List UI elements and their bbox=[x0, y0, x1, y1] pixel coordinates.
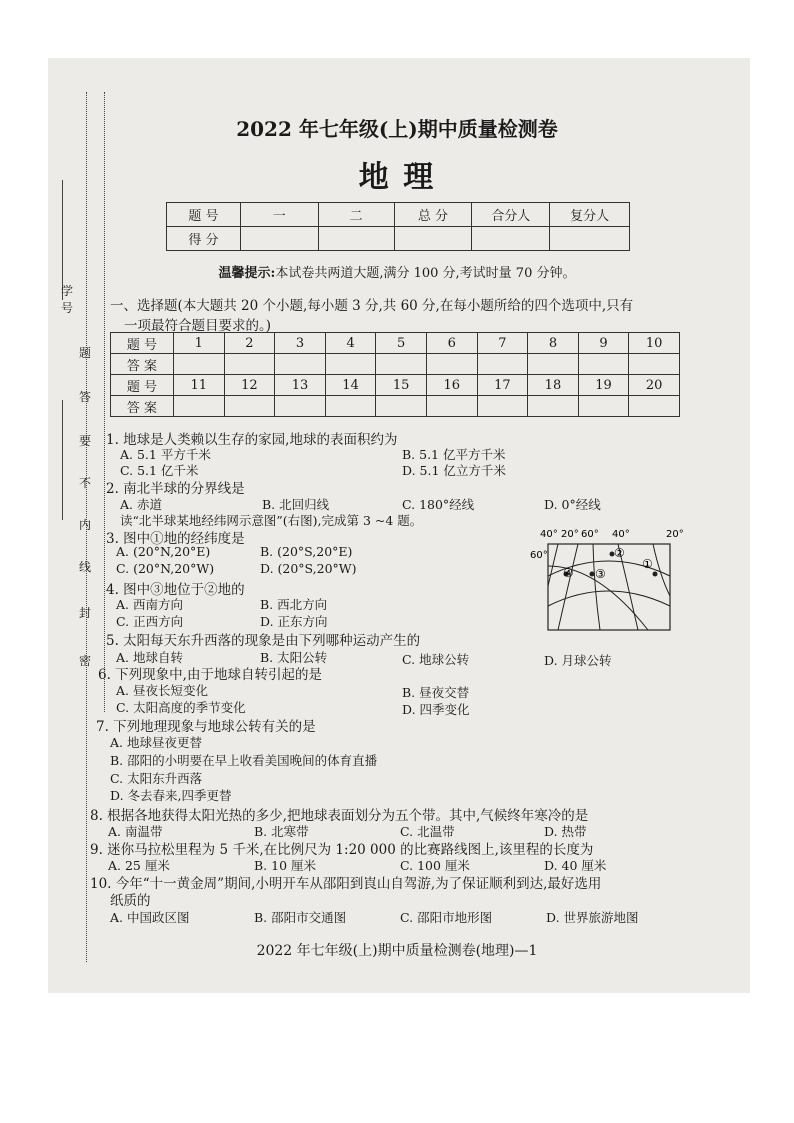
map-label: 60° bbox=[581, 529, 599, 540]
question-stem: 4. 图中③地位于②地的 bbox=[106, 582, 245, 598]
option: D. 月球公转 bbox=[544, 653, 612, 668]
map-point-label: ③ bbox=[595, 567, 606, 581]
question-number-cell: 18 bbox=[528, 375, 579, 396]
question-number-cell: 8 bbox=[528, 333, 579, 354]
exam-title: 2022 年七年级(上)期中质量检测卷 bbox=[236, 117, 558, 141]
answer-cell[interactable] bbox=[426, 396, 477, 417]
option: A. (20°N,20°E) bbox=[116, 544, 211, 559]
page-footer: 2022 年七年级(上)期中质量检测卷(地理)—1 bbox=[256, 943, 538, 959]
question-number-cell: 4 bbox=[325, 333, 376, 354]
answer-table bbox=[110, 332, 680, 417]
question-stem: 3. 图中①地的经纬度是 bbox=[106, 531, 245, 547]
score-header-cell: 合分人 bbox=[472, 203, 550, 227]
question-stem: 6. 下列现象中,由于地球自转引起的是 bbox=[98, 667, 322, 683]
question-number-cell: 19 bbox=[578, 375, 629, 396]
graticule-map bbox=[528, 526, 688, 636]
map-label: 40° bbox=[612, 529, 630, 540]
sidebar-char: 密 bbox=[78, 654, 91, 668]
option: C. 180°经线 bbox=[402, 497, 475, 512]
option: B. 北回归线 bbox=[262, 497, 330, 512]
option: A. 25 厘米 bbox=[108, 858, 170, 873]
answer-cell[interactable] bbox=[528, 396, 579, 417]
option: C. 太阳东升西落 bbox=[110, 771, 203, 786]
score-cell[interactable] bbox=[472, 227, 550, 251]
option: D. (20°S,20°W) bbox=[260, 561, 357, 576]
question-number-cell: 2 bbox=[224, 333, 275, 354]
option: B. 5.1 亿平方千米 bbox=[402, 447, 506, 462]
map-point-label: ④ bbox=[563, 566, 574, 580]
section1-line: 一、选择题(本大题共 20 个小题,每小题 3 分,共 60 分,在每小题所给的四个选项中,只有 bbox=[110, 298, 634, 314]
question-number-cell: 12 bbox=[224, 375, 275, 396]
answer-cell[interactable] bbox=[275, 354, 326, 375]
option: C. 地球公转 bbox=[402, 652, 470, 667]
point-dot bbox=[653, 572, 658, 577]
class-blank-line bbox=[62, 400, 63, 520]
answer-table-label: 答 案 bbox=[111, 396, 174, 417]
answer-cell[interactable] bbox=[528, 354, 579, 375]
sidebar-char: 答 bbox=[78, 390, 91, 404]
map-label: 20° bbox=[666, 529, 684, 540]
section1-line: 一项最符合题目要求的。) bbox=[124, 318, 272, 334]
score-cell[interactable] bbox=[318, 227, 394, 251]
sidebar-char: 要 bbox=[78, 434, 91, 448]
question-stem: 1. 地球是人类赖以生存的家园,地球的表面积约为 bbox=[106, 432, 398, 448]
score-header-cell: 一 bbox=[240, 203, 318, 227]
map-label: 20° bbox=[561, 529, 579, 540]
option: D. 0°经线 bbox=[544, 497, 601, 512]
sidebar-char: 题 bbox=[78, 346, 91, 360]
question-stem: 8. 根据各地获得太阳光热的多少,把地球表面划分为五个带。其中,气候终年寒冷的是 bbox=[90, 808, 589, 824]
score-header-cell: 复分人 bbox=[550, 203, 630, 227]
answer-cell[interactable] bbox=[325, 354, 376, 375]
option: D. 四季变化 bbox=[402, 702, 470, 717]
answer-cell[interactable] bbox=[629, 354, 680, 375]
score-row-label: 得 分 bbox=[167, 227, 241, 251]
option: C. 5.1 亿千米 bbox=[120, 463, 199, 478]
sidebar-char: 内 bbox=[78, 518, 91, 532]
question-stem: 10. 今年“十一黄金周”期间,小明开车从邵阳到崀山自驾游,为了保证顺利到达,最好选用 bbox=[90, 876, 602, 892]
question-number-cell: 16 bbox=[426, 375, 477, 396]
option: D. 正东方向 bbox=[260, 614, 328, 629]
option: C. 100 厘米 bbox=[400, 858, 470, 873]
question-number-cell: 15 bbox=[376, 375, 427, 396]
answer-cell[interactable] bbox=[578, 396, 629, 417]
answer-cell[interactable] bbox=[224, 396, 275, 417]
option: C. 北温带 bbox=[400, 824, 455, 839]
score-header-cell: 总 分 bbox=[394, 203, 472, 227]
option: D. 40 厘米 bbox=[544, 858, 607, 873]
answer-table-label: 题 号 bbox=[111, 375, 174, 396]
option: B. 邵阳的小明要在早上收看美国晚间的体育直播 bbox=[110, 753, 378, 768]
question-number-cell: 1 bbox=[174, 333, 225, 354]
question-stem-cont: 纸质的 bbox=[110, 893, 151, 909]
option: B. (20°S,20°E) bbox=[260, 544, 353, 559]
hint-label: 温馨提示: bbox=[218, 266, 276, 281]
answer-cell[interactable] bbox=[477, 354, 528, 375]
longitude-line bbox=[548, 544, 558, 586]
answer-cell[interactable] bbox=[629, 396, 680, 417]
answer-cell[interactable] bbox=[426, 354, 477, 375]
answer-cell[interactable] bbox=[325, 396, 376, 417]
longitude-line bbox=[593, 544, 600, 630]
option: A. 南温带 bbox=[108, 824, 163, 839]
answer-cell[interactable] bbox=[376, 354, 427, 375]
option: A. 地球昼夜更替 bbox=[110, 735, 202, 750]
question-number-cell: 9 bbox=[578, 333, 629, 354]
question-number-cell: 7 bbox=[477, 333, 528, 354]
option: A. 中国政区图 bbox=[110, 910, 190, 925]
question-stem: 5. 太阳每天东升西落的现象是由下列哪种运动产生的 bbox=[106, 633, 421, 649]
option: C. 太阳高度的季节变化 bbox=[116, 700, 246, 715]
option: A. 赤道 bbox=[120, 497, 162, 512]
longitude-line bbox=[558, 544, 578, 630]
map-label: 60° bbox=[530, 550, 548, 561]
answer-table-label: 题 号 bbox=[111, 333, 174, 354]
section1-instructions bbox=[110, 296, 633, 336]
question-stem: 2. 南北半球的分界线是 bbox=[106, 481, 245, 497]
map-label: 40° bbox=[540, 529, 558, 540]
question-number-cell: 10 bbox=[629, 333, 680, 354]
score-table bbox=[166, 202, 630, 251]
question-number-cell: 20 bbox=[629, 375, 680, 396]
option: C. 正西方向 bbox=[116, 614, 184, 629]
option: B. 西北方向 bbox=[260, 597, 328, 612]
exam-hint bbox=[0, 262, 794, 281]
option: B. 10 厘米 bbox=[254, 858, 317, 873]
question-number-cell: 17 bbox=[477, 375, 528, 396]
answer-cell[interactable] bbox=[376, 396, 427, 417]
question-number-cell: 3 bbox=[275, 333, 326, 354]
reading-instruction: 读“北半球某地经纬网示意图”(右图),完成第 3 ~4 题。 bbox=[120, 513, 423, 528]
answer-cell[interactable] bbox=[224, 354, 275, 375]
option: A. 5.1 平方千米 bbox=[120, 447, 211, 462]
option: D. 热带 bbox=[544, 824, 587, 839]
option: B. 邵阳市交通图 bbox=[254, 910, 347, 925]
score-header-cell: 题 号 bbox=[167, 203, 241, 227]
score-cell[interactable] bbox=[550, 227, 630, 251]
question-number-cell: 11 bbox=[174, 375, 225, 396]
answer-cell[interactable] bbox=[275, 396, 326, 417]
map-point-label: ② bbox=[614, 546, 625, 560]
answer-cell[interactable] bbox=[174, 396, 225, 417]
answer-cell[interactable] bbox=[477, 396, 528, 417]
question-stem: 9. 迷你马拉松里程为 5 千米,在比例尺为 1:20 000 的比赛路线图上,该里程的长度为 bbox=[90, 842, 594, 858]
option: B. 太阳公转 bbox=[260, 650, 328, 665]
map-point-label: ① bbox=[642, 557, 653, 571]
sidebar-char: 线 bbox=[78, 560, 91, 574]
point-dot bbox=[590, 572, 595, 577]
option: B. 北寒带 bbox=[254, 824, 309, 839]
score-cell[interactable] bbox=[240, 227, 318, 251]
score-header-cell: 二 bbox=[318, 203, 394, 227]
option: A. 地球自转 bbox=[116, 650, 183, 665]
sidebar-char: 学 号 bbox=[60, 284, 73, 315]
option: D. 5.1 亿立方千米 bbox=[402, 463, 506, 478]
sidebar-char: 不 bbox=[78, 476, 91, 490]
answer-cell[interactable] bbox=[578, 354, 629, 375]
hint-text: 本试卷共两道大题,满分 100 分,考试时量 70 分钟。 bbox=[275, 266, 576, 281]
option: A. 昼夜长短变化 bbox=[116, 683, 208, 698]
answer-table-label: 答 案 bbox=[111, 354, 174, 375]
question-number-cell: 5 bbox=[376, 333, 427, 354]
option: D. 冬去春来,四季更替 bbox=[110, 788, 232, 803]
sidebar-char: 封 bbox=[78, 606, 91, 620]
question-stem: 7. 下列地理现象与地球公转有关的是 bbox=[96, 719, 316, 735]
question-number-cell: 6 bbox=[426, 333, 477, 354]
option: C. (20°N,20°W) bbox=[116, 561, 215, 576]
option: D. 世界旅游地图 bbox=[546, 910, 639, 925]
question-number-cell: 14 bbox=[325, 375, 376, 396]
option: C. 邵阳市地形图 bbox=[400, 910, 493, 925]
score-cell[interactable] bbox=[394, 227, 472, 251]
subject-title: 地 理 bbox=[358, 160, 436, 195]
question-number-cell: 13 bbox=[275, 375, 326, 396]
answer-cell[interactable] bbox=[174, 354, 225, 375]
option: A. 西南方向 bbox=[116, 597, 183, 612]
option: B. 昼夜交替 bbox=[402, 685, 470, 700]
